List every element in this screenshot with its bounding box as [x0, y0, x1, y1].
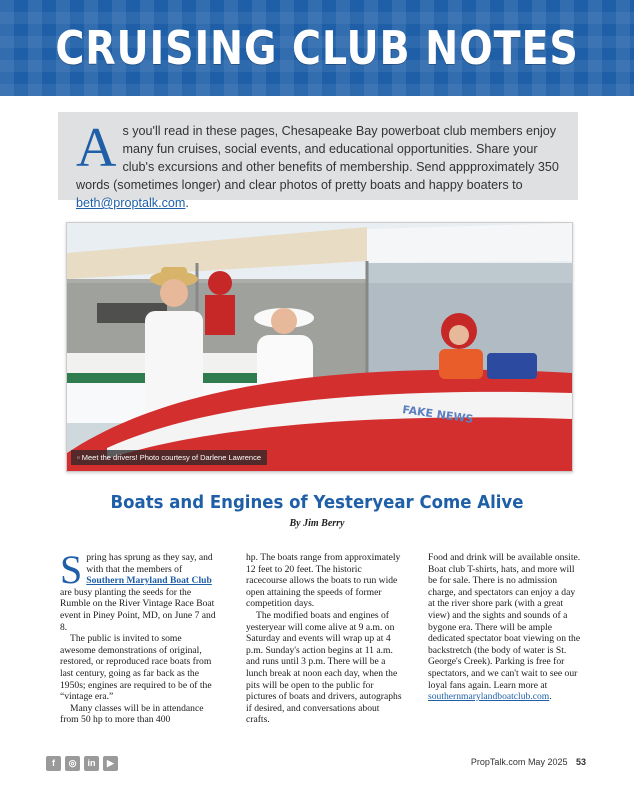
instagram-icon[interactable]: ◎ — [65, 756, 80, 771]
social-icons — [46, 756, 118, 771]
col3-text: Food and drink will be available onsite. Boat club T-shirts, hats, and more will be for sale. There is no admission charge, and spectators can enjoy a day at the river shore park (with a great view) and the sights and sounds of a bygone era. There will be ample dedicated spectator boat viewing on the backstretch (the body of water is St. George's Creek). Parking is free for spectators, and we can't wait to see our loyal fans again. Learn more at — [428, 552, 581, 691]
article-column-3 — [428, 552, 584, 703]
header-banner — [0, 0, 634, 96]
page-footer — [471, 757, 586, 767]
intro-box — [58, 112, 578, 210]
footer-site: PropTalk.com — [470, 757, 526, 767]
col1-paragraph-3: Many classes will be in attendance from 50 hp to more than 400 — [60, 702, 204, 726]
website-link[interactable]: southernmarylandboatclub.com — [428, 691, 550, 703]
article-headline: Boats and Engines of Yesteryear Come Alive — [110, 492, 524, 513]
col2-paragraph-2: The modified boats and engines of yesteryear will come alive at 9 a.m. on Saturday and events will wrap up at 4 p.m. Sunday's action begins at 11 a.m. and runs until 3 p.m. There will be a lunch break at noon each day, when the pits will be open to the public for pictures of boats and drivers, autographs if desired, and conversations about crafts. — [246, 609, 402, 726]
article-column-2 — [246, 552, 402, 726]
col3-paragraph-1 — [428, 552, 584, 703]
col2-paragraph-1: hp. The boats range from approximately 12 feet to 20 feet. The historic racecourse allows the boats to run wide open attaining the speeds of former competition days. — [246, 552, 401, 610]
caption-bullet: ▫ — [77, 453, 82, 462]
photo-drivers-illustration — [67, 223, 572, 471]
caption-text: Meet the drivers! Photo courtesy of Darlene Lawrence — [81, 453, 262, 462]
intro-text: s you'll read in these pages, Chesapeake Bay powerboat club members enjoy many fun cruises, social events, and educational opportunities. Share your club's excursions and other benefits of membership. Send appproximately 350 words (sometimes longer) and clear photos of pretty boats and happy boaters to — [76, 124, 559, 192]
page-number: 53 — [575, 757, 586, 767]
article-byline: By Jim Berry — [289, 518, 345, 529]
footer-issue: May 2025 — [527, 757, 568, 767]
col1-paragraph-1 — [60, 547, 216, 633]
intro-end: . — [185, 196, 189, 210]
linkedin-icon[interactable]: in — [84, 756, 99, 771]
intro-dropcap: A — [76, 117, 117, 179]
photo-caption — [71, 450, 267, 465]
article-column-1 — [60, 547, 216, 726]
boat-name: FAKE NEWS — [401, 403, 475, 426]
col1-text-a: pring has sprung as they say, and with that the members of — [86, 552, 213, 575]
article-photo — [66, 222, 573, 472]
email-link[interactable]: beth@proptalk.com — [76, 196, 186, 210]
col3-end: . — [549, 691, 552, 703]
youtube-icon[interactable]: ▶ — [103, 756, 118, 771]
club-name-link[interactable]: Southern Maryland Boat Club — [86, 575, 212, 587]
facebook-icon[interactable]: f — [46, 756, 61, 771]
col1-paragraph-2: The public is invited to some awesome demonstrations of original, restored, or reproduced race boats from last century, going as far back as the 1950s; engines are required to be of the “vintage era.” — [60, 633, 212, 703]
section-title: CRUISING CLUB NOTES — [55, 21, 579, 75]
col1-text-b: are busy planting the seeds for the Rumble on the River Vintage Race Boat event in Piney Point, MD, on June 7 and 8. — [60, 586, 216, 633]
article-dropcap: S — [60, 547, 83, 592]
